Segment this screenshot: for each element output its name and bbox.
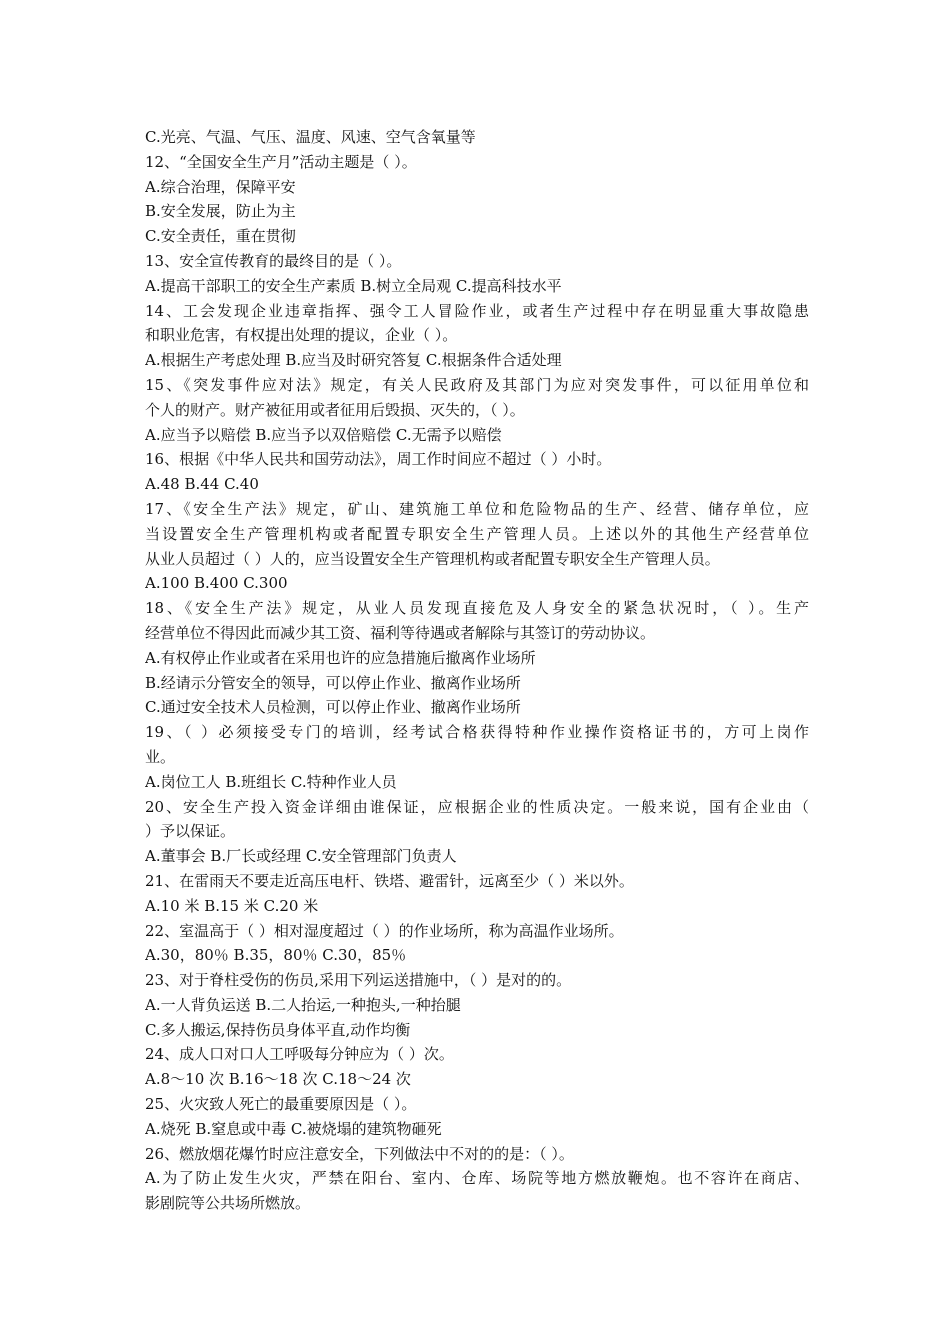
text-line: 16、根据《中华人民共和国劳动法》，周工作时间应不超过（ ）小时。 — [145, 450, 612, 469]
text-line: ）予以保证。 — [145, 822, 236, 841]
text-line: A.综合治理，保障平安 — [145, 177, 296, 196]
text-line: 26、燃放烟花爆竹时应注意安全，下列做法中不对的的是：（ ）。 — [145, 1144, 574, 1163]
text-line: B.经请示分管安全的领导，可以停止作业、撤离作业场所 — [145, 673, 521, 692]
text-line: A.100 B.400 C.300 — [145, 574, 288, 593]
text-line: A.董事会 B.厂长或经理 C.安全管理部门负责人 — [145, 847, 457, 866]
text-line: A.根据生产考虑处理 B.应当及时研究答复 C.根据条件合适处理 — [145, 351, 562, 370]
text-line: 当设置安全生产管理机构或者配置专职安全生产管理人员。上述以外的其他生产经营单位 — [145, 524, 809, 543]
text-line: 18、《安全生产法》规定，从业人员发现直接危及人身安全的紧急状况时，（ ）。生产 — [145, 599, 809, 618]
text-line: 25、火灾致人死亡的最重要原因是（ ）。 — [145, 1095, 417, 1114]
text-line: 23、对于脊柱受伤的伤员,采用下列运送措施中，（ ）是对的的。 — [145, 971, 572, 990]
text-line: 19、（ ）必须接受专门的培训，经考试合格获得特种作业操作资格证书的，方可上岗作 — [145, 723, 809, 742]
text-line: 经营单位不得因此而减少其工资、福利等待遇或者解除与其签订的劳动协议。 — [145, 623, 656, 642]
text-line: A.有权停止作业或者在采用也许的应急措施后撤离作业场所 — [145, 648, 536, 667]
text-line: A.岗位工人 B.班组长 C.特种作业人员 — [145, 772, 397, 791]
text-line: C.光亮、气温、气压、温度、风速、空气含氧量等 — [145, 128, 476, 146]
text-line: 15、《突发事件应对法》规定，有关人民政府及其部门为应对突发事件，可以征用单位和 — [145, 375, 809, 394]
text-line: A.提高干部职工的安全生产素质 B.树立全局观 C.提高科技水平 — [145, 276, 562, 295]
text-line: 17、《安全生产法》规定，矿山、建筑施工单位和危险物品的生产、经营、储存单位，应 — [145, 499, 809, 518]
text-line: A.48 B.44 C.40 — [145, 475, 259, 494]
text-line: C.安全责任，重在贯彻 — [145, 227, 296, 246]
text-line: 24、成人口对口人工呼吸每分钟应为（ ）次。 — [145, 1045, 454, 1064]
text-line: A.应当予以赔偿 B.应当予以双倍赔偿 C.无需予以赔偿 — [145, 425, 502, 444]
text-line: A.10 米 B.15 米 C.20 米 — [145, 896, 319, 915]
text-line: 业。 — [145, 747, 176, 766]
text-line: 和职业危害，有权提出处理的提议，企业（ ）。 — [145, 326, 458, 345]
text-line: C.多人搬运,保持伤员身体平直,动作均衡 — [145, 1020, 411, 1039]
text-line: 21、在雷雨天不要走近高压电杆、铁塔、避雷针，远离至少（ ）米以外。 — [145, 871, 634, 890]
text-line: 个人的财产。财产被征用或者征用后毁损、灭失的，（ ）。 — [145, 400, 525, 419]
document-body — [145, 125, 809, 1216]
text-line: A.为了防止发生火灾，严禁在阳台、室内、仓库、场院等地方燃放鞭炮。也不容许在商店、 — [145, 1169, 809, 1188]
text-line: 14、工会发现企业违章指挥、强令工人冒险作业，或者生产过程中存在明显重大事故隐患 — [145, 301, 809, 320]
text-line: 22、室温高于（ ）相对湿度超过（ ）的作业场所，称为高温作业场所。 — [145, 921, 624, 940]
text-line: 13、安全宣传教育的最终目的是（ ）。 — [145, 251, 402, 270]
text-line: 从业人员超过（ ）人的，应当设置安全生产管理机构或者配置专职安全生产管理人员。 — [145, 549, 720, 568]
text-line: A.8～10 次 B.16～18 次 C.18～24 次 — [145, 1070, 411, 1089]
text-line: C.通过安全技术人员检测，可以停止作业、撤离作业场所 — [145, 698, 521, 717]
text-line: B.安全发展，防止为主 — [145, 202, 296, 221]
text-line: A.30，80％ B.35，80％ C.30，85％ — [145, 946, 407, 965]
text-line: 20、安全生产投入资金详细由谁保证，应根据企业的性质决定。一般来说，国有企业由（ — [145, 797, 809, 816]
text-line: A.烧死 B.窒息或中毒 C.被烧塌的建筑物砸死 — [145, 1119, 442, 1138]
text-line: 影剧院等公共场所燃放。 — [145, 1194, 311, 1213]
text-line: 12、“全国安全生产月”活动主题是（ ）。 — [145, 152, 417, 171]
text-line: A.一人背负运送 B.二人抬运,一种抱头,一种抬腿 — [145, 995, 461, 1014]
